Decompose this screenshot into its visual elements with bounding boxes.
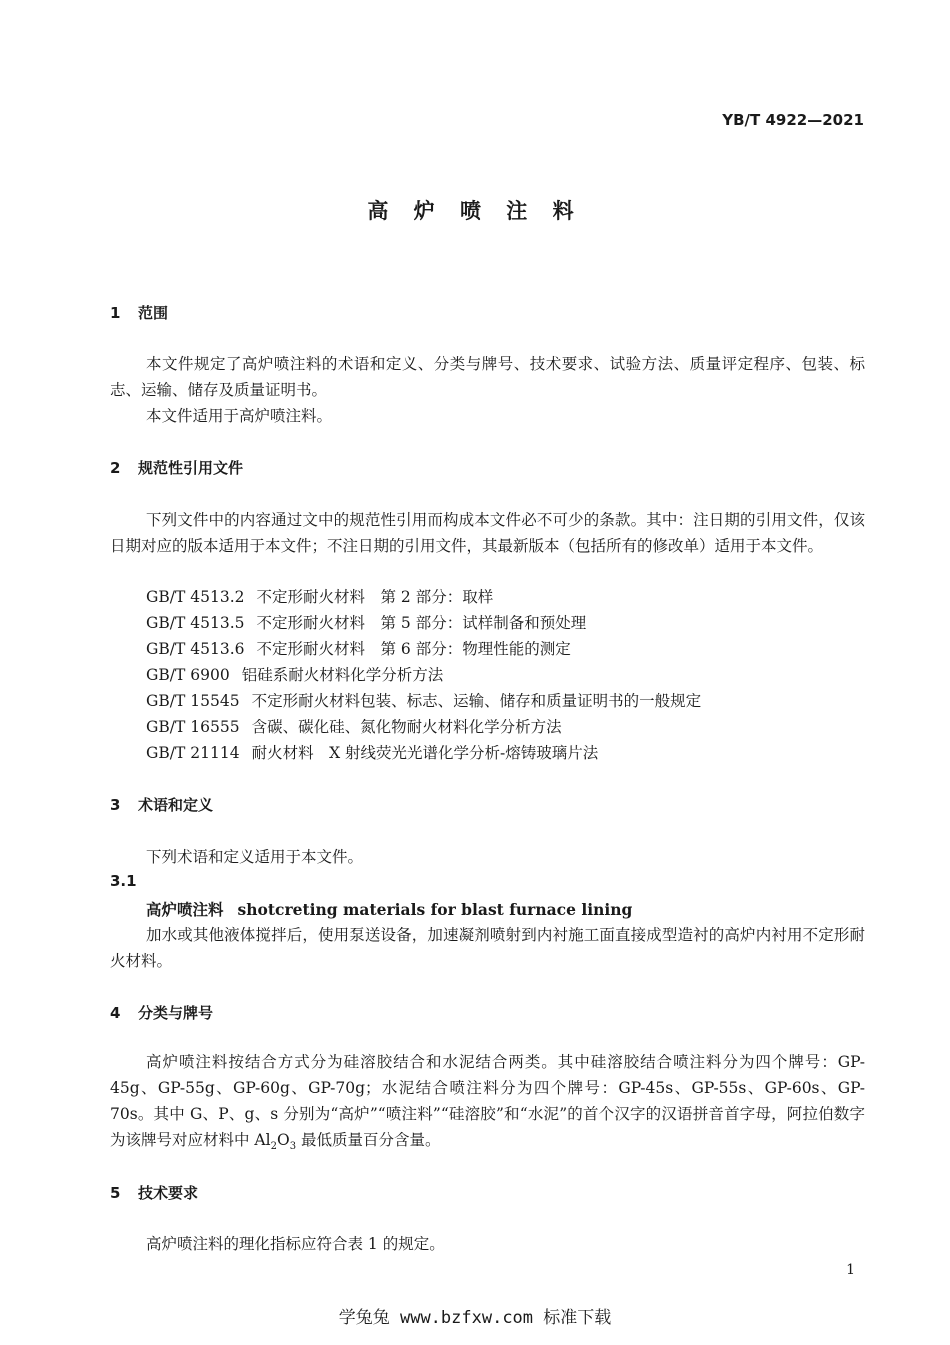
section-number: 1 (110, 304, 121, 322)
subscript: 2 (270, 1141, 277, 1153)
reference-code: GB/T 15545 (146, 692, 240, 710)
subscript: 3 (289, 1141, 297, 1153)
section-4-paragraph-1 (110, 1049, 865, 1160)
reference-title: 铝硅系耐火材料化学分析方法 (241, 666, 444, 684)
section-4-heading (110, 1002, 213, 1023)
section-1-paragraph-1: 本文件规定了高炉喷注料的术语和定义、分类与牌号、技术要求、试验方法、质量评定程序、包装、标志、运输、储存及质量证明书。 (110, 355, 865, 399)
section-3-paragraph-1: 下列术语和定义适用于本文件。 (146, 848, 364, 866)
reference-code: GB/T 4513.6 (146, 640, 245, 658)
section-number: 2 (110, 459, 121, 477)
section-number: 4 (110, 1004, 121, 1022)
reference-title: 含碳、碳化硅、氮化物耐火材料化学分析方法 (251, 718, 562, 736)
section-title: 范围 (138, 304, 169, 322)
reference-title: 不定形耐火材料包装、标志、运输、储存和质量证明书的一般规定 (251, 692, 702, 710)
reference-item (146, 714, 562, 740)
classification-text: 高炉喷注料按结合方式分为硅溶胶结合和水泥结合两类。其中硅溶胶结合喷注料分为四个牌号：GP-45g、GP-55g、GP-60g、GP-70g；水泥结合喷注料分为四个牌号：GP-45s、GP-55s、GP-60s、GP-70s。其中 G、P、g、s 分别为“高炉”“喷注料”“硅溶胶”和“水泥”的首个汉字的汉语拼音首字母，阿拉伯数字为该牌号对应材料中 Al (110, 1053, 865, 1149)
term-english: shotcreting materials for blast furnace lining (237, 900, 633, 919)
reference-code: GB/T 4513.2 (146, 588, 245, 606)
reference-item (146, 740, 598, 766)
classification-text: O (276, 1131, 290, 1149)
reference-title: 不定形耐火材料 第 2 部分：取样 (256, 588, 494, 606)
section-title: 规范性引用文件 (138, 459, 244, 477)
reference-code: GB/T 6900 (146, 666, 230, 684)
reference-item (146, 610, 586, 636)
document-title: 高 炉 喷 注 料 (367, 199, 583, 223)
reference-code: GB/T 16555 (146, 718, 240, 736)
reference-title: 耐火材料 X 射线荧光光谱化学分析-熔铸玻璃片法 (251, 744, 599, 762)
section-number: 5 (110, 1184, 121, 1202)
section-title: 分类与牌号 (138, 1004, 214, 1022)
standard-code: YB/T 4922—2021 (722, 111, 864, 129)
section-2-paragraph-1: 下列文件中的内容通过文中的规范性引用而构成本文件必不可少的条款。其中：注日期的引用文件，仅该日期对应的版本适用于本文件；不注日期的引用文件，其最新版本（包括所有的修改单）适用于本文件。 (110, 511, 865, 555)
reference-item (146, 662, 443, 688)
reference-item (146, 688, 701, 714)
reference-code: GB/T 21114 (146, 744, 240, 762)
section-2-heading (110, 457, 243, 478)
section-title: 技术要求 (138, 1184, 199, 1202)
section-5-paragraph-1: 高炉喷注料的理化指标应符合表 1 的规定。 (146, 1235, 445, 1253)
term-number: 3.1 (110, 872, 137, 890)
reference-item (146, 584, 493, 610)
classification-text: 最低质量百分含量。 (296, 1131, 441, 1149)
term-entry (146, 898, 632, 920)
term-chinese: 高炉喷注料 (146, 901, 224, 919)
section-title: 术语和定义 (138, 796, 214, 814)
section-1-paragraph-2: 本文件适用于高炉喷注料。 (146, 407, 333, 425)
section-number: 3 (110, 796, 121, 814)
section-3-heading (110, 794, 213, 815)
section-1-heading (110, 302, 168, 323)
footer-watermark: 学兔兔 www.bzfxw.com 标准下载 (338, 1308, 612, 1328)
reference-item (146, 636, 571, 662)
reference-title: 不定形耐火材料 第 6 部分：物理性能的测定 (256, 640, 571, 658)
reference-title: 不定形耐火材料 第 5 部分：试样制备和预处理 (256, 614, 587, 632)
reference-code: GB/T 4513.5 (146, 614, 245, 632)
term-definition: 加水或其他液体搅拌后，使用泵送设备，加速凝剂喷射到内衬施工面直接成型造衬的高炉内衬用不定形耐火材料。 (110, 926, 865, 970)
page-number: 1 (846, 1262, 855, 1278)
section-5-heading (110, 1182, 198, 1203)
